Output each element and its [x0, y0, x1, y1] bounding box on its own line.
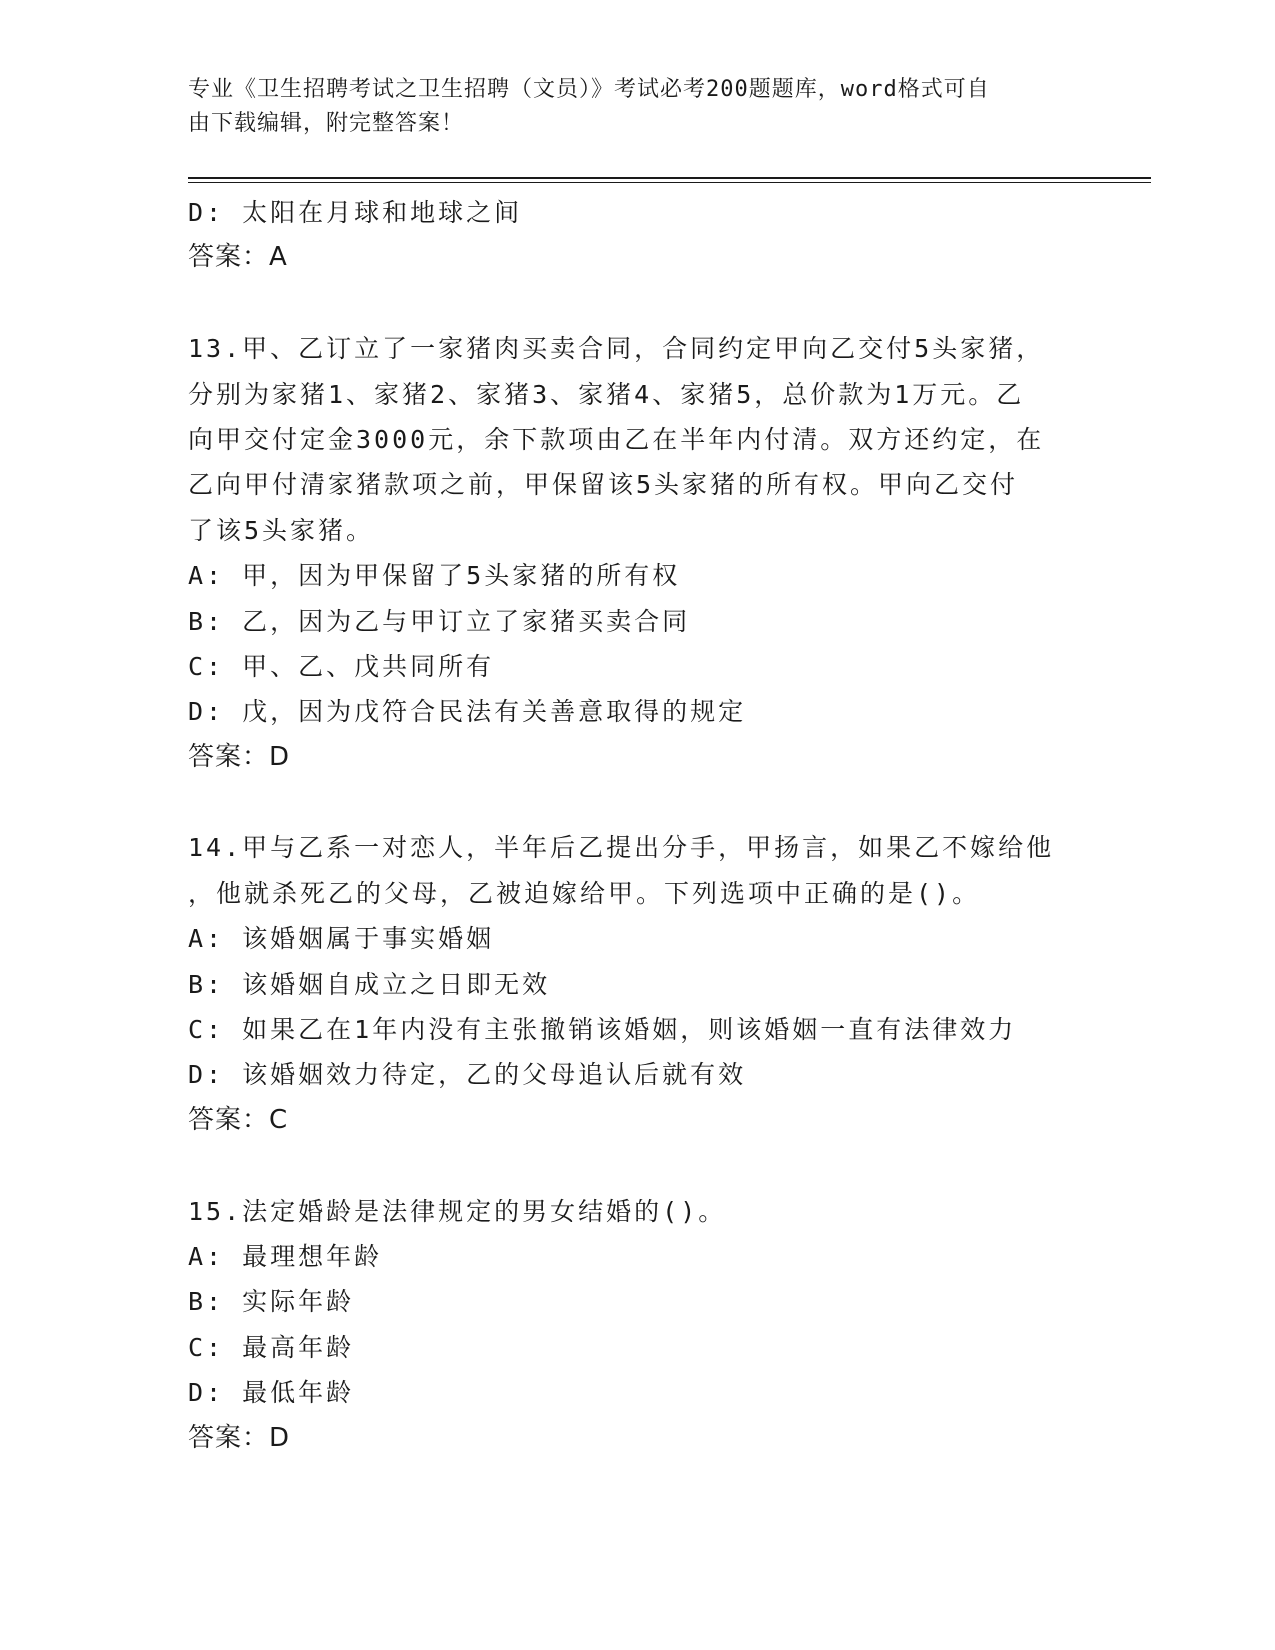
question-stem-line: 乙向甲付清家猪款项之前，甲保留该5头家猪的所有权。甲向乙交付: [188, 470, 1019, 500]
option-a: A: 该婚姻属于事实婚姻: [188, 924, 495, 954]
option-b: B: 该婚姻自成立之日即无效: [188, 969, 551, 999]
document-header: [188, 73, 1068, 141]
option-a: A: 最理想年龄: [188, 1241, 383, 1271]
spacer: [188, 1143, 1088, 1188]
question-list: [188, 190, 1088, 1461]
question-stem-line: 14.甲与乙系一对恋人，半年后乙提出分手，甲扬言，如果乙不嫁给他: [188, 833, 1055, 863]
option-d: D: 该婚姻效力待定，乙的父母追认后就有效: [188, 1060, 747, 1090]
option-c: C: 甲、乙、戊共同所有: [188, 651, 495, 681]
question-stem-line: 15.法定婚龄是法律规定的男女结婚的()。: [188, 1196, 727, 1226]
question-stem-line: 向甲交付定金3000元，余下款项由乙在半年内付清。双方还约定，在: [188, 424, 1045, 454]
answer: 答案：A: [188, 242, 288, 273]
question-13: [188, 326, 1088, 780]
answer: 答案：D: [188, 741, 291, 772]
option-c: C: 最高年龄: [188, 1332, 355, 1362]
option-b: B: 实际年龄: [188, 1287, 355, 1317]
question-12: [188, 190, 1088, 281]
header-line-1: 专业《卫生招聘考试之卫生招聘（文员）》考试必考200题题库，word格式可自: [188, 77, 990, 102]
question-stem-line: 13.甲、乙订立了一家猪肉买卖合同，合同约定甲向乙交付5头家猪，: [188, 334, 1045, 364]
question-stem-line: ，他就杀死乙的父母，乙被迫嫁给甲。下列选项中正确的是()。: [188, 878, 981, 908]
question-stem-line: 了该5头家猪。: [188, 515, 375, 545]
question-stem-line: 分别为家猪1、家猪2、家猪3、家猪4、家猪5，总价款为1万元。乙: [188, 379, 1025, 409]
option-b: B: 乙，因为乙与甲订立了家猪买卖合同: [188, 606, 691, 636]
answer: 答案：D: [188, 1422, 291, 1453]
spacer: [188, 780, 1088, 825]
option-d: D: 戊，因为戊符合民法有关善意取得的规定: [188, 697, 747, 727]
question-15: [188, 1189, 1088, 1461]
spacer: [188, 281, 1088, 326]
answer: 答案：C: [188, 1104, 289, 1135]
option-c: C: 如果乙在1年内没有主张撤销该婚姻，则该婚姻一直有法律效力: [188, 1015, 1017, 1045]
question-14: [188, 825, 1088, 1143]
option-d: D: 太阳在月球和地球之间: [188, 198, 523, 227]
header-divider-thin: [188, 182, 1151, 183]
option-d: D: 最低年龄: [188, 1378, 355, 1408]
header-line-2: 由下载编辑，附完整答案！: [188, 111, 465, 136]
option-a: A: 甲，因为甲保留了5头家猪的所有权: [188, 561, 681, 591]
header-divider-thick: [188, 177, 1151, 179]
